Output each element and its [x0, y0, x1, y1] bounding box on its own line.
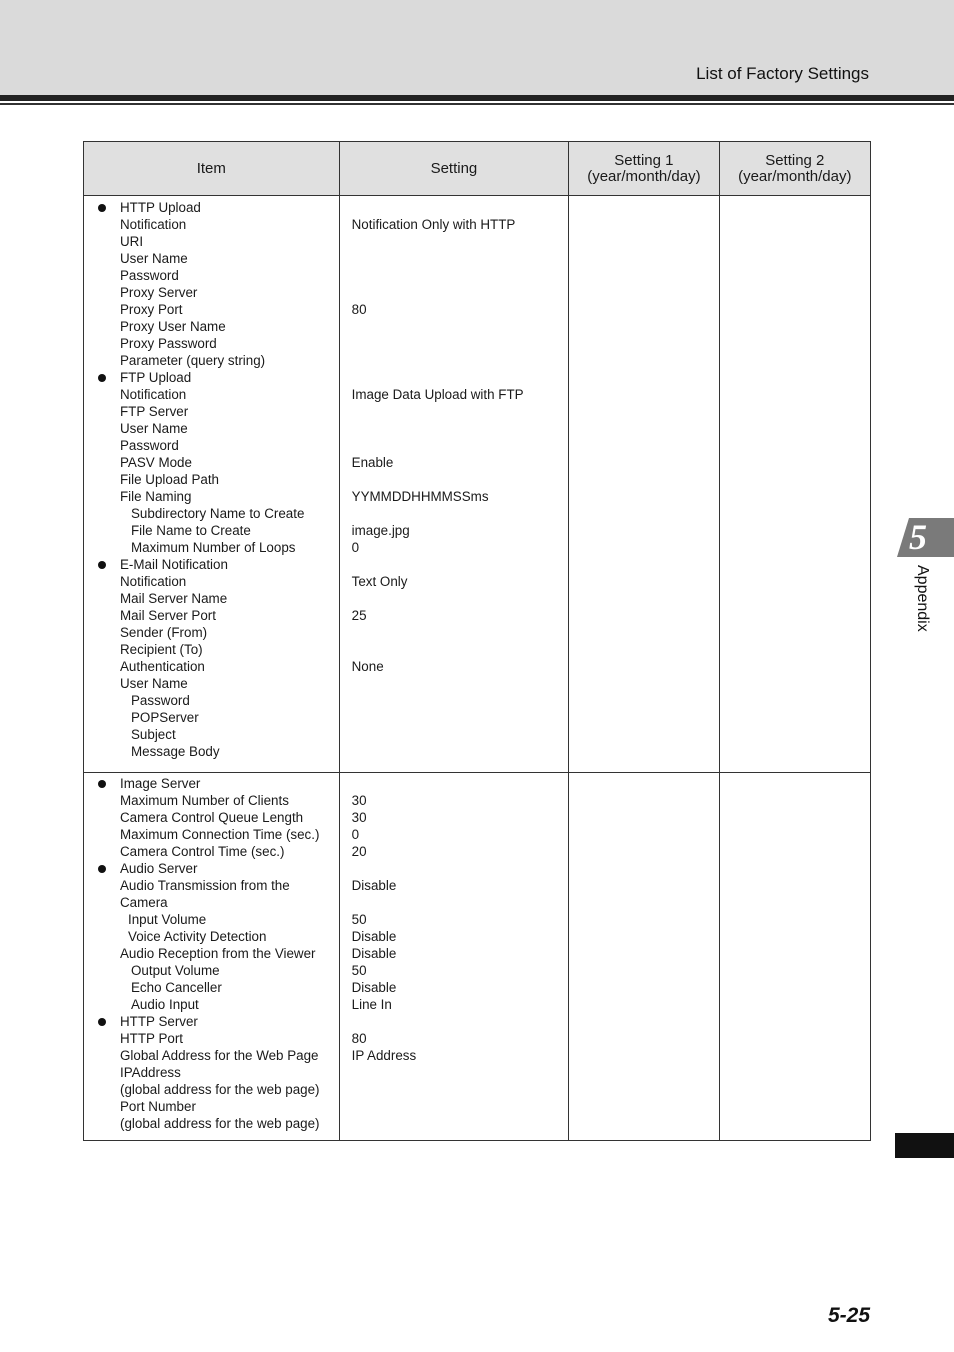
bullet-icon [98, 1018, 106, 1026]
setting-value [352, 420, 569, 437]
setting-value: Notification Only with HTTP [351, 217, 516, 232]
item-label: POPServer [131, 710, 199, 725]
page-number: 5-25 [827, 1304, 870, 1327]
item-line [84, 843, 339, 860]
item-line [84, 979, 339, 996]
page-header-title: List of Factory Settings [696, 64, 869, 83]
item-label: Echo Canceller [131, 980, 222, 995]
item-line [84, 301, 339, 318]
setting-value: 30 [351, 793, 367, 808]
table-row [84, 773, 871, 1141]
item-line [84, 809, 339, 826]
item-label: Camera Control Queue Length [120, 810, 304, 825]
item-line [84, 692, 339, 709]
setting-value [352, 233, 569, 250]
header-rule-thick [0, 95, 954, 101]
item-line [84, 743, 339, 760]
item-line [84, 488, 339, 505]
setting-value [352, 505, 569, 522]
setting-value: 80 [351, 302, 367, 317]
item-line [84, 318, 339, 335]
item-label: Authentication [120, 659, 205, 674]
setting-value [352, 726, 569, 743]
setting-value [352, 860, 569, 877]
setting-value: Line In [351, 997, 392, 1012]
item-label: Mail Server Port [120, 608, 216, 623]
setting-value [352, 1081, 569, 1098]
setting-value: Disable [351, 946, 397, 961]
item-label: Message Body [131, 744, 220, 759]
item-line [84, 607, 339, 624]
item-line [84, 1064, 339, 1081]
settings-cell [339, 773, 569, 1141]
item-line [84, 420, 339, 437]
item-label: Audio Server [120, 861, 198, 876]
setting-value [352, 284, 569, 301]
item-label: PASV Mode [120, 455, 192, 470]
item-label: Output Volume [131, 963, 220, 978]
items-cell [84, 196, 340, 773]
setting-value: 0 [351, 827, 360, 842]
setting-value: Text Only [351, 574, 408, 589]
item-label: HTTP Upload [120, 200, 201, 215]
setting-value [352, 471, 569, 488]
item-label: Subject [131, 727, 176, 742]
setting-value [352, 267, 569, 284]
item-line [84, 505, 339, 522]
item-label: Audio Transmission from the [120, 878, 290, 893]
bullet-icon [98, 561, 106, 569]
item-label: Maximum Connection Time (sec.) [120, 827, 320, 842]
setting-value [352, 250, 569, 267]
chapter-label: Appendix [914, 565, 931, 632]
setting-2-cell [719, 196, 870, 773]
header-setting: Setting [339, 142, 569, 196]
item-label: Audio Reception from the Viewer [120, 946, 316, 961]
item-label: Audio Input [131, 997, 199, 1012]
setting-value [352, 335, 569, 352]
header-setting-1 [569, 142, 719, 196]
item-line [84, 267, 339, 284]
item-label: Notification [120, 217, 187, 232]
item-label: File Upload Path [120, 472, 219, 487]
setting-value [352, 199, 569, 216]
setting-value [352, 590, 569, 607]
setting-value [352, 775, 569, 792]
setting-value: image.jpg [351, 523, 410, 538]
item-line [84, 233, 339, 250]
setting-value [352, 352, 569, 369]
item-label: HTTP Port [120, 1031, 183, 1046]
items-cell [84, 773, 340, 1141]
item-line [84, 996, 339, 1013]
setting-value [352, 437, 569, 454]
item-label: Recipient (To) [120, 642, 203, 657]
item-line [84, 658, 339, 675]
header-setting-2-line1: Setting 2 [765, 151, 825, 169]
item-label: Notification [120, 387, 187, 402]
setting-value: IP Address [351, 1048, 417, 1063]
item-label: E-Mail Notification [120, 557, 228, 572]
item-line [84, 1098, 339, 1115]
item-line [84, 386, 339, 403]
setting-value: YYMMDDHHMMSSms [351, 489, 489, 504]
setting-value [352, 1013, 569, 1030]
item-line [84, 250, 339, 267]
header-setting-1-line1: Setting 1 [614, 151, 674, 169]
item-line [84, 573, 339, 590]
item-label: Parameter (query string) [120, 353, 266, 368]
item-line [84, 335, 339, 352]
thumb-index-marker [895, 1133, 954, 1158]
setting-value [352, 641, 569, 658]
header-setting-2 [719, 142, 870, 196]
item-label: (global address for the web page) [120, 1082, 320, 1097]
item-line [84, 826, 339, 843]
item-label: File Naming [120, 489, 192, 504]
factory-settings-table [83, 141, 871, 1141]
item-label: Sender (From) [120, 625, 208, 640]
header-setting-2-line2: (year/month/day) [738, 167, 852, 185]
item-line [84, 624, 339, 641]
item-line [84, 962, 339, 979]
setting-value [352, 318, 569, 335]
item-label: Mail Server Name [120, 591, 228, 606]
item-line [84, 216, 339, 233]
setting-value [352, 624, 569, 641]
setting-value [352, 709, 569, 726]
setting-2-cell [719, 773, 870, 1141]
setting-value [352, 556, 569, 573]
item-label: FTP Upload [120, 370, 192, 385]
item-label: User Name [120, 676, 188, 691]
item-line [84, 284, 339, 301]
setting-value [352, 369, 569, 386]
item-line [84, 792, 339, 809]
setting-value [352, 675, 569, 692]
setting-value: 25 [351, 608, 367, 623]
item-line [84, 539, 339, 556]
setting-value: Disable [351, 980, 397, 995]
setting-value: 30 [351, 810, 367, 825]
item-line [84, 945, 339, 962]
setting-value [352, 1098, 569, 1115]
item-label: User Name [120, 421, 188, 436]
item-line [84, 471, 339, 488]
item-label: Camera [120, 895, 168, 910]
setting-value: 20 [351, 844, 367, 859]
item-line [84, 437, 339, 454]
setting-value [352, 1064, 569, 1081]
setting-value [352, 692, 569, 709]
item-label: Password [120, 438, 179, 453]
item-label: Input Volume [128, 912, 207, 927]
chapter-number: 5 [909, 517, 927, 557]
item-label: Password [120, 268, 179, 283]
item-label: Password [131, 693, 190, 708]
setting-value [352, 743, 569, 760]
setting-1-cell [569, 196, 719, 773]
item-label: Proxy Port [120, 302, 183, 317]
setting-value: Disable [351, 929, 397, 944]
bullet-icon [98, 780, 106, 788]
item-line [84, 352, 339, 369]
item-label: URI [120, 234, 144, 249]
settings-cell [339, 196, 569, 773]
item-label: Image Server [120, 776, 201, 791]
item-line [84, 928, 339, 945]
bullet-icon [98, 865, 106, 873]
item-label: Proxy Server [120, 285, 198, 300]
item-label: User Name [120, 251, 188, 266]
item-label: Subdirectory Name to Create [131, 506, 305, 521]
item-line [84, 860, 339, 877]
item-label: File Name to Create [131, 523, 251, 538]
item-line [84, 556, 339, 573]
header-setting-1-line2: (year/month/day) [587, 167, 701, 185]
setting-value: 80 [351, 1031, 367, 1046]
item-label: Maximum Number of Loops [131, 540, 296, 555]
setting-value: None [351, 659, 384, 674]
item-line [84, 1047, 339, 1064]
item-line [84, 775, 339, 792]
setting-value: 50 [351, 963, 367, 978]
table-row [84, 196, 871, 773]
setting-value: Enable [351, 455, 394, 470]
item-label: FTP Server [120, 404, 189, 419]
item-line [84, 590, 339, 607]
header-rule-thin [0, 103, 954, 105]
setting-value [352, 894, 569, 911]
item-label: Port Number [120, 1099, 196, 1114]
setting-value: Disable [351, 878, 397, 893]
item-label: Notification [120, 574, 187, 589]
item-line [84, 454, 339, 471]
item-label: Global Address for the Web Page [120, 1048, 319, 1063]
item-label: Voice Activity Detection [128, 929, 267, 944]
setting-1-cell [569, 773, 719, 1141]
item-label: Proxy Password [120, 336, 217, 351]
item-label: HTTP Server [120, 1014, 198, 1029]
item-line [84, 1115, 339, 1132]
item-label: Proxy User Name [120, 319, 226, 334]
table-header-row [84, 142, 871, 196]
setting-value [352, 403, 569, 420]
setting-value: Image Data Upload with FTP [351, 387, 524, 402]
item-line [84, 1013, 339, 1030]
item-line [84, 675, 339, 692]
setting-value: 0 [351, 540, 360, 555]
item-line [84, 522, 339, 539]
item-line [84, 403, 339, 420]
item-line [84, 911, 339, 928]
item-line [84, 369, 339, 386]
bullet-icon [98, 204, 106, 212]
item-line [84, 1081, 339, 1098]
item-line [84, 1030, 339, 1047]
item-label: (global address for the web page) [120, 1116, 320, 1131]
bullet-icon [98, 374, 106, 382]
item-label: IPAddress [120, 1065, 181, 1080]
item-label: Maximum Number of Clients [120, 793, 289, 808]
header-item: Item [84, 142, 340, 196]
setting-value: 50 [351, 912, 367, 927]
setting-value [352, 1115, 569, 1132]
item-line [84, 877, 339, 894]
item-line [84, 641, 339, 658]
item-line [84, 894, 339, 911]
item-label: Camera Control Time (sec.) [120, 844, 285, 859]
item-line [84, 709, 339, 726]
item-line [84, 726, 339, 743]
item-line [84, 199, 339, 216]
